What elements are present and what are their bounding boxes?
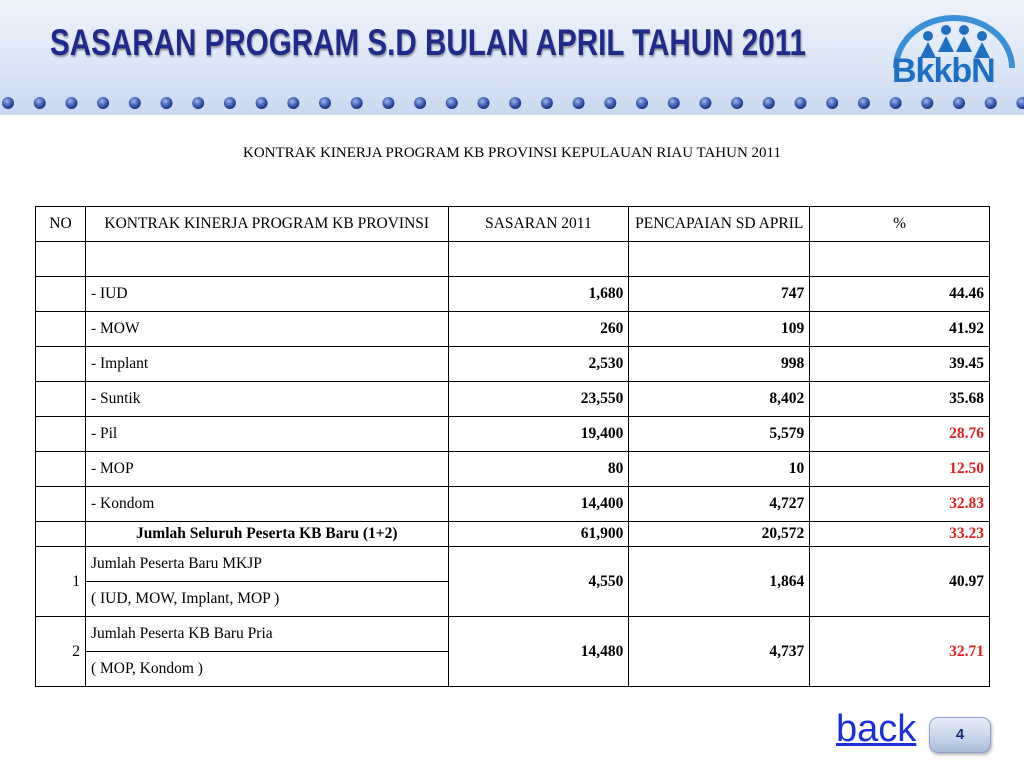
divider-dot — [446, 97, 458, 109]
divider-dot — [668, 97, 680, 109]
divider-dot — [382, 97, 394, 109]
divider-dot — [414, 97, 426, 109]
table-header-row — [36, 207, 990, 242]
group1-line1: Jumlah Peserta Baru MKJP — [85, 547, 448, 582]
empty-cell — [85, 242, 448, 277]
divider-dot — [97, 97, 109, 109]
dotted-divider — [0, 93, 1024, 113]
row-percent: 28.76 — [810, 417, 990, 452]
row-pencapaian: 10 — [629, 452, 810, 487]
row-percent: 35.68 — [810, 382, 990, 417]
group1-percent: 40.97 — [810, 547, 990, 617]
row-sasaran: 1,680 — [448, 277, 629, 312]
row-sasaran: 23,550 — [448, 382, 629, 417]
divider-dot — [224, 97, 236, 109]
row-name: - Kondom — [85, 487, 448, 522]
row-percent: 44.46 — [810, 277, 990, 312]
header-percent: % — [810, 207, 990, 242]
row-name: - Pil — [85, 417, 448, 452]
divider-dot — [985, 97, 997, 109]
row-no — [36, 452, 86, 487]
back-link[interactable]: back — [836, 708, 917, 750]
row-pencapaian: 109 — [629, 312, 810, 347]
total-pencapaian: 20,572 — [629, 522, 810, 547]
divider-dot — [509, 97, 521, 109]
row-percent: 39.45 — [810, 347, 990, 382]
divider-dot — [319, 97, 331, 109]
divider-dot — [161, 97, 173, 109]
page-number-button[interactable]: 4 — [929, 717, 991, 753]
divider-dot — [921, 97, 933, 109]
group1-line2: ( IUD, MOW, Implant, MOP ) — [85, 582, 448, 617]
row-name: - MOW — [85, 312, 448, 347]
group2-no: 2 — [36, 617, 86, 687]
row-name: - Suntik — [85, 382, 448, 417]
total-row — [36, 522, 990, 547]
row-pencapaian: 8,402 — [629, 382, 810, 417]
divider-dot — [65, 97, 77, 109]
group2-row-a — [36, 617, 990, 652]
divider-dot — [858, 97, 870, 109]
table-row — [36, 312, 990, 347]
total-name: Jumlah Seluruh Peserta KB Baru (1+2) — [85, 522, 448, 547]
divider-dot — [699, 97, 711, 109]
kontrak-kinerja-table — [35, 206, 990, 687]
row-sasaran: 14,400 — [448, 487, 629, 522]
group2-line1: Jumlah Peserta KB Baru Pria — [85, 617, 448, 652]
group2-percent: 32.71 — [810, 617, 990, 687]
divider-dot — [34, 97, 46, 109]
group2-pencapaian: 4,737 — [629, 617, 810, 687]
row-pencapaian: 4,727 — [629, 487, 810, 522]
row-pencapaian: 747 — [629, 277, 810, 312]
row-no — [36, 487, 86, 522]
divider-dot — [478, 97, 490, 109]
row-sasaran: 2,530 — [448, 347, 629, 382]
group1-pencapaian: 1,864 — [629, 547, 810, 617]
row-sasaran: 80 — [448, 452, 629, 487]
table-row — [36, 487, 990, 522]
row-percent: 12.50 — [810, 452, 990, 487]
header-no: NO — [36, 207, 86, 242]
page-title: SASARAN PROGRAM S.D BULAN APRIL TAHUN 2011 — [50, 22, 806, 63]
divider-dot — [192, 97, 204, 109]
group1-sasaran: 4,550 — [448, 547, 629, 617]
group1-no: 1 — [36, 547, 86, 617]
total-sasaran: 61,900 — [448, 522, 629, 547]
row-pencapaian: 5,579 — [629, 417, 810, 452]
row-no — [36, 382, 86, 417]
divider-dot — [731, 97, 743, 109]
row-no — [36, 417, 86, 452]
divider-dot — [2, 97, 14, 109]
empty-cell — [810, 242, 990, 277]
divider-dot — [795, 97, 807, 109]
divider-dot — [826, 97, 838, 109]
divider-dot — [1016, 97, 1024, 109]
divider-dot — [287, 97, 299, 109]
row-name: - IUD — [85, 277, 448, 312]
row-percent: 41.92 — [810, 312, 990, 347]
row-name: - Implant — [85, 347, 448, 382]
total-percent: 33.23 — [810, 522, 990, 547]
divider-dot — [129, 97, 141, 109]
table-subtitle: KONTRAK KINERJA PROGRAM KB PROVINSI KEPULAUAN RIAU TAHUN 2011 — [243, 145, 781, 161]
row-no — [36, 522, 86, 547]
row-no — [36, 312, 86, 347]
group2-line2: ( MOP, Kondom ) — [85, 652, 448, 687]
table-row — [36, 382, 990, 417]
empty-cell — [629, 242, 810, 277]
header-program: KONTRAK KINERJA PROGRAM KB PROVINSI — [85, 207, 448, 242]
group1-row-a — [36, 547, 990, 582]
divider-dot — [256, 97, 268, 109]
group2-sasaran: 14,480 — [448, 617, 629, 687]
table-row — [36, 417, 990, 452]
row-sasaran: 19,400 — [448, 417, 629, 452]
row-pencapaian: 998 — [629, 347, 810, 382]
divider-dot — [763, 97, 775, 109]
logo-text: BkkbN — [892, 52, 995, 90]
empty-cell — [36, 242, 86, 277]
divider-dot — [890, 97, 902, 109]
row-name: - MOP — [85, 452, 448, 487]
row-no — [36, 277, 86, 312]
row-no — [36, 347, 86, 382]
divider-dot — [541, 97, 553, 109]
table-row — [36, 347, 990, 382]
table-row — [36, 452, 990, 487]
divider-dot — [953, 97, 965, 109]
header-band — [0, 0, 1024, 115]
divider-dot — [573, 97, 585, 109]
table-empty-row — [36, 242, 990, 277]
row-percent: 32.83 — [810, 487, 990, 522]
table-row — [36, 277, 990, 312]
divider-dot — [351, 97, 363, 109]
header-sasaran: SASARAN 2011 — [448, 207, 629, 242]
header-pencapaian: PENCAPAIAN SD APRIL — [629, 207, 810, 242]
empty-cell — [448, 242, 629, 277]
divider-dot — [604, 97, 616, 109]
divider-dot — [636, 97, 648, 109]
row-sasaran: 260 — [448, 312, 629, 347]
